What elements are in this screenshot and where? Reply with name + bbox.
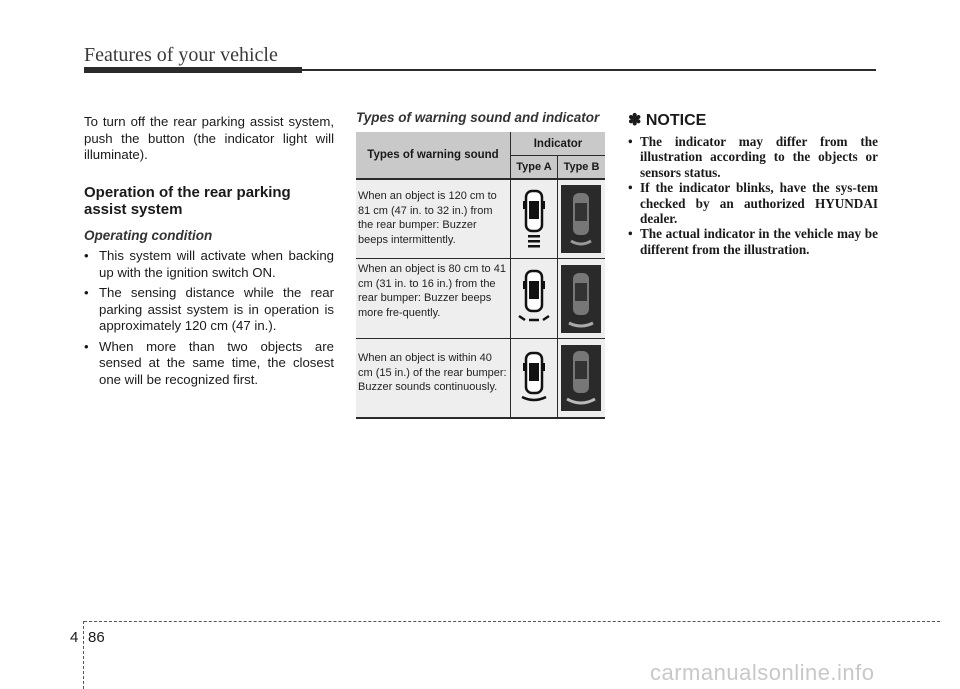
list-item-text: The sensing distance while the rear parking assist system is in operation is approximately 120 cm (47 in.).: [99, 285, 334, 333]
row-description: When an object is within 40 cm (15 in.) of the rear bumper: Buzzer sounds continuously.: [358, 352, 507, 393]
list-item: [628, 134, 878, 180]
list-item-text: The actual indicator in the vehicle may be different from the illustration.: [640, 226, 878, 257]
list-item-text: This system will activate when backing up with the ignition switch ON.: [99, 248, 334, 280]
table-row: [356, 259, 605, 338]
car-top-view-icon: [561, 265, 601, 333]
list-item: [628, 180, 878, 226]
list-item: [84, 248, 334, 281]
chapter-number: 4: [70, 629, 79, 646]
bullet-icon: •: [84, 338, 89, 354]
column-header-indicator: Indicator: [533, 137, 583, 150]
car-top-view-icon: [561, 185, 601, 253]
list-item: [84, 285, 334, 335]
car-top-view-icon: [516, 269, 552, 329]
bullet-icon: •: [84, 248, 89, 263]
notice-heading: ✽ NOTICE: [628, 112, 707, 129]
warning-table: [356, 132, 605, 418]
footer-rule: [84, 621, 940, 622]
watermark: carmanualsonline.info: [650, 660, 875, 685]
page-header-title: Features of your vehicle: [84, 44, 278, 66]
table-divider: [356, 258, 605, 259]
header-bar: [84, 67, 302, 73]
section-heading: Operation of the rear parking assist system: [84, 183, 291, 218]
row-description: When an object is 80 cm to 41 cm (31 in. to 16 in.) from the rear bumper: Buzzer beeps more fre-quently.: [358, 263, 506, 319]
bullet-icon: •: [628, 134, 633, 149]
left-column: [84, 114, 334, 392]
car-top-view-icon: [517, 351, 551, 407]
header-rule: [302, 69, 876, 71]
list-item-text: If the indicator blinks, have the sys-tem checked by an authorized HYUNDAI dealer.: [640, 180, 878, 227]
column-header-warning-sound: Types of warning sound: [367, 149, 499, 161]
table-divider: [356, 417, 605, 419]
list-item-text: The indicator may differ from the illustration according to the objects or sensors status.: [640, 134, 878, 180]
table-row: [356, 179, 605, 258]
car-top-view-icon: [519, 189, 549, 249]
table-divider: [510, 155, 605, 156]
bullet-icon: •: [628, 226, 633, 242]
row-description: When an object is 120 cm to 81 cm (47 in. to 32 in.) from the rear bumper: Buzzer beeps intermittently.: [358, 190, 497, 246]
table-divider: [356, 338, 605, 339]
subheading: Operating condition: [84, 227, 213, 243]
bullet-icon: •: [84, 285, 89, 300]
list-item-text: When more than two objects are sensed at the same time, the closest one will be recognized first.: [99, 338, 334, 387]
bullet-icon: •: [628, 180, 633, 196]
list-item: [628, 226, 878, 257]
table-divider: [557, 155, 558, 418]
column-header-type-a: Type A: [516, 161, 552, 173]
footer-divider: [83, 621, 84, 689]
column-header-type-b: Type B: [563, 161, 600, 173]
notice-column: [628, 110, 878, 257]
table-divider: [356, 178, 605, 180]
car-top-view-icon: [561, 345, 601, 411]
list-item: [84, 339, 334, 389]
table-title: Types of warning sound and indicator: [356, 110, 600, 125]
page-number: 86: [88, 629, 105, 646]
intro-paragraph: To turn off the rear parking assist system, push the button (the indicator light will illuminate).: [84, 114, 334, 162]
table-divider: [510, 132, 511, 418]
table-row: [356, 339, 605, 417]
